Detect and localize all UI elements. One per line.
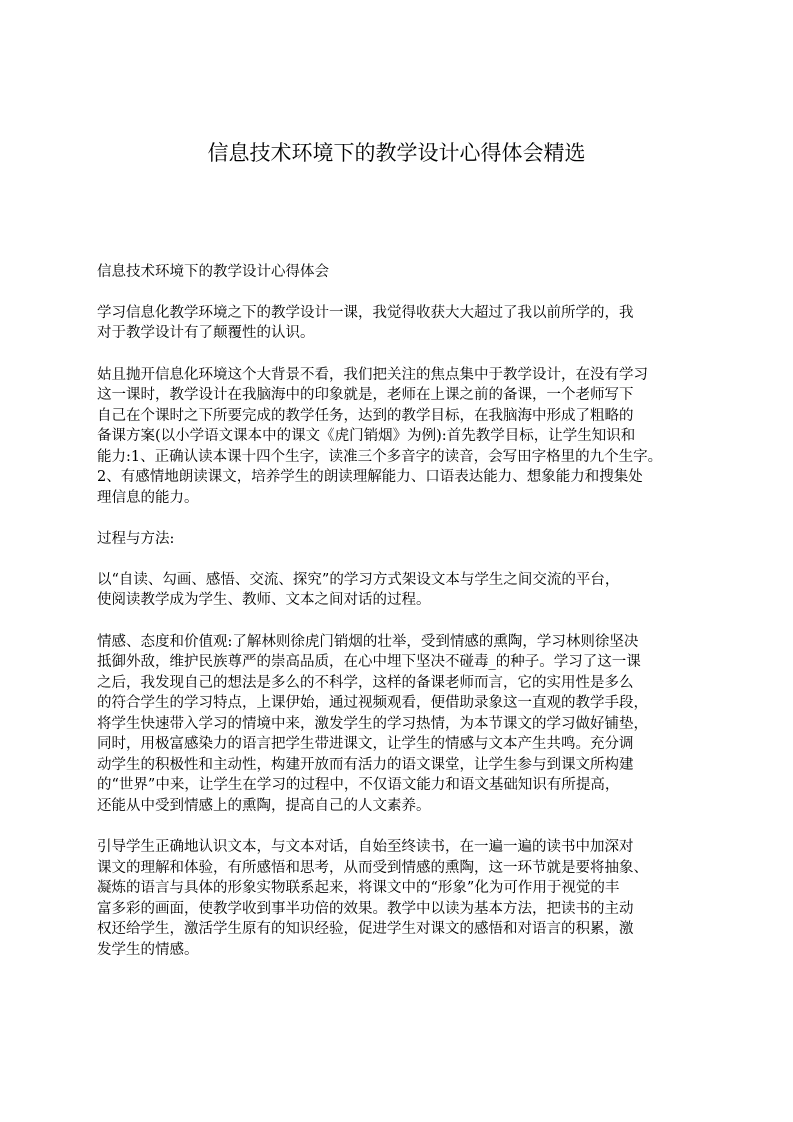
text-line: 2、有感情地朗读课文，培养学生的朗读理解能力、口语表达能力、想象能力和搜集处 <box>97 469 643 485</box>
text-line: 还能从中受到情感上的熏陶，提高自己的人文素养。 <box>97 797 431 814</box>
text-line: 过程与方法: <box>97 531 175 547</box>
document-body <box>97 262 717 960</box>
text-line: 将学生快速带入学习的情境中来，激发学生的学习热情，为本节课文的学习做好铺垫， <box>97 715 648 732</box>
text-line: 能力:1、正确认读本课十四个生字，读准三个多音字的读音，会写田字格里的九个生字。 <box>97 448 663 465</box>
text-line: 凝炼的语言与具体的形象实物联系起来，将课文中的“形象”化为可作用于视觉的丰 <box>97 880 620 896</box>
text-line: 学习信息化教学环境之下的教学设计一课，我觉得收获大大超过了我以前所学的，我 <box>97 304 634 321</box>
text-line: 情感、态度和价值观:了解林则徐虎门销烟的壮举，受到情感的熏陶，学习林则徐坚决 <box>97 633 639 650</box>
text-line: 权还给学生，激活学生原有的知识经验，促进学生对课文的感悟和对语言的积累，激 <box>97 921 634 937</box>
text-line: 的符合学生的学习特点，上课伊始，通过视频观看，便借助录象这一直观的教学手段， <box>97 695 648 711</box>
paragraph-intro <box>97 303 717 344</box>
text-line: 使阅读教学成为学生、教师、文本之间对话的过程。 <box>97 592 431 608</box>
text-line: 这一课时，教学设计在我脑海中的印象就是，老师在上课之前的备课，一个老师写下 <box>97 387 634 403</box>
paragraph-process-heading <box>97 529 717 550</box>
text-line: 信息技术环境下的教学设计心得体会 <box>97 264 329 280</box>
document-title: 信息技术环境下的教学设计心得体会精选 <box>207 141 586 165</box>
text-line: 对于教学设计有了颠覆性的认识。 <box>97 325 315 341</box>
text-line: 姑且抛开信息化环境这个大背景不看，我们把关注的焦点集中于教学设计，在没有学习 <box>97 366 648 383</box>
section-heading <box>97 262 717 283</box>
text-line: 备课方案(以小学语文课本中的课文《虎门销烟》为例):首先教学目标，让学生知识和 <box>97 428 636 444</box>
text-line: 自己在个课时之下所要完成的教学任务，达到的教学目标，在我脑海中形成了粗略的 <box>97 407 634 424</box>
paragraph-values <box>97 632 717 817</box>
text-line: 之后，我发现自己的想法是多么的不科学，这样的备课老师而言，它的实用性是多么 <box>97 674 634 691</box>
paragraph-guidance <box>97 837 717 960</box>
text-line: 同时，用极富感染力的语言把学生带进课文，让学生的情感与文本产生共鸣。充分调 <box>97 736 634 752</box>
text-line: 发学生的情感。 <box>97 941 199 958</box>
text-line: 以“自读、勾画、感悟、交流、探究”的学习方式架设文本与学生之间交流的平台， <box>97 571 620 588</box>
text-line: 动学生的积极性和主动性，构建开放而有活力的语文课堂，让学生参与到课文所构建 <box>97 756 634 773</box>
paragraph-lesson-plan <box>97 365 717 509</box>
text-line: 课文的理解和体验，有所感悟和思考，从而受到情感的熏陶，这一环节就是要将抽象、 <box>97 859 648 876</box>
text-line: 抵御外敌，维护民族尊严的崇高品质，在心中埋下坚决不碰毒_的种子。学习了这一课 <box>97 654 641 670</box>
text-line: 富多彩的画面，使教学收到事半功倍的效果。教学中以读为基本方法，把读书的主动 <box>97 900 634 917</box>
text-line: 的“世界”中来，让学生在学习的过程中，不仅语文能力和语文基础知识有所提高， <box>97 777 620 793</box>
paragraph-method <box>97 570 717 611</box>
text-line: 引导学生正确地认识文本，与文本对话，自始至终读书，在一遍一遍的读书中加深对 <box>97 839 634 855</box>
text-line: 理信息的能力。 <box>97 489 199 506</box>
